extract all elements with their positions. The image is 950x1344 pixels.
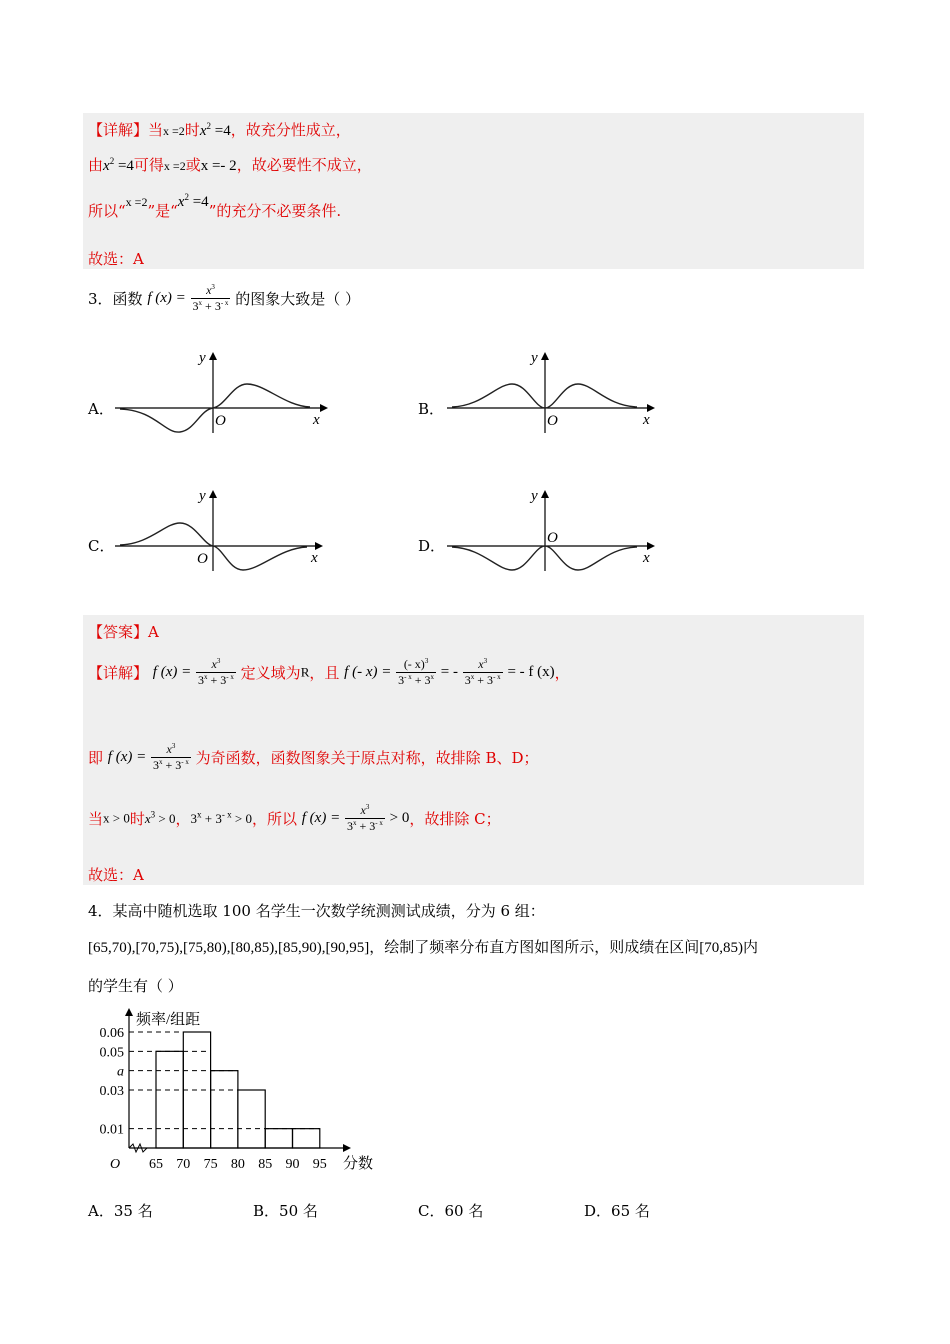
- x-axis-label: x: [313, 412, 320, 428]
- q3-option-b-label[interactable]: B．: [418, 400, 445, 418]
- q3-option-c-graph[interactable]: [115, 486, 330, 571]
- hist-x-tick-label: 75: [203, 1157, 218, 1172]
- q3-detail-line1: 【详解】 f (x) = $\frac{x^3}{3^x + 3^{- x}}$ 定义域为R，且 f (- x) = $\frac{(- x)^3}{3^{- x} + 3^x}$ = - $\frac{x^3}{3^x + 3^{- x}}$ = - f (x)，: [88, 657, 570, 687]
- hist-x-arrow: [343, 1144, 351, 1152]
- q2-solution-line2: 由$x^2 =4$可得x =2或x =- 2，故必要性不成立，: [88, 156, 372, 174]
- hist-xlabel: 分数: [343, 1156, 374, 1172]
- hist-bar: [265, 1129, 292, 1148]
- hist-y-tick-label: 0.01: [99, 1122, 124, 1138]
- hist-x-tick-label: 90: [285, 1157, 300, 1172]
- y-axis-label: y: [199, 350, 206, 366]
- q3-detail-line3: 当x > 0时$x^3 > 0$，$3^x + 3^{- x} > 0$，所以 f (x) = $\frac{x^3}{3^x + 3^{- x}}$ > 0，故排除 C；: [88, 803, 501, 833]
- hist-y-tick-label: 0.05: [99, 1045, 124, 1061]
- q3-fraction: $\frac{x^3}{3^x + 3^{- x}}$: [192, 283, 229, 313]
- origin-label: O: [197, 551, 208, 567]
- y-axis-label: y: [531, 350, 538, 366]
- hist-y-arrow: [125, 1008, 133, 1016]
- q3-option-a-graph[interactable]: [115, 348, 330, 433]
- x-axis-label: x: [643, 550, 650, 566]
- hist-x-tick-label: 65: [149, 1157, 163, 1172]
- detail-label: 【详解】: [88, 121, 149, 139]
- q3-choice: 故选：A: [88, 866, 144, 884]
- hist-bar: [293, 1129, 320, 1148]
- q3-option-d-graph[interactable]: [447, 486, 662, 571]
- hist-bar: [156, 1051, 183, 1148]
- q4-stem-line1: 4．某高中随机选取 100 名学生一次数学统测测试成绩，分为 6 组：: [88, 902, 545, 920]
- hist-y-tick-label: a: [117, 1064, 124, 1080]
- hist-origin: O: [110, 1157, 121, 1172]
- q3-option-b-graph[interactable]: [447, 348, 662, 433]
- hist-ylabel: 频率/组距: [136, 1012, 201, 1028]
- q4-stem-line3: 的学生有（ ）: [88, 977, 183, 995]
- q3-option-d-label[interactable]: D．: [418, 537, 446, 555]
- q3-option-c-label[interactable]: C．: [88, 537, 115, 555]
- y-axis-label: y: [199, 488, 206, 504]
- hist-y-tick-label: 0.06: [99, 1026, 124, 1041]
- q4-stem-line2: [65,70),[70,75),[75,80),[80,85),[85,90),[90,95]，绘制了频率分布直方图如图所示，则成绩在区间[70,85)内: [88, 938, 758, 956]
- x-axis-label: x: [311, 550, 318, 566]
- origin-label: O: [547, 530, 558, 546]
- q4-option-a[interactable]: A．35 名: [88, 1202, 153, 1220]
- hist-bar: [211, 1071, 238, 1148]
- q3-detail-line2: 即 f (x) = $\frac{x^3}{3^x + 3^{- x}}$ 为奇函数，函数图象关于原点对称，故排除 B、D；: [88, 742, 539, 772]
- q3-stem: 3．函数 f (x) = $\frac{x^3}{3^x + 3^{- x}}$ 的图象大致是（ ）: [88, 283, 360, 313]
- q4-option-b[interactable]: B．50 名: [253, 1202, 318, 1220]
- x-axis-label: x: [643, 412, 650, 428]
- q3-option-a-label[interactable]: A．: [88, 400, 114, 418]
- q3-answer: 【答案】A: [88, 623, 159, 641]
- q4-option-c[interactable]: C．60 名: [418, 1202, 484, 1220]
- q2-choice: 故选：A: [88, 250, 144, 268]
- hist-x-tick-label: 80: [230, 1157, 245, 1172]
- hist-x-tick-label: 70: [176, 1157, 191, 1172]
- q4-option-d[interactable]: D．65 名: [584, 1202, 650, 1220]
- q4-histogram: [88, 1006, 408, 1178]
- origin-label: O: [215, 413, 226, 429]
- hist-y-tick-label: 0.03: [99, 1084, 124, 1099]
- y-axis-label: y: [531, 488, 538, 504]
- hist-bar: [238, 1090, 265, 1148]
- hist-x-tick-label: 85: [258, 1157, 273, 1172]
- origin-label: O: [547, 413, 558, 429]
- q2-solution-line3: 所以“$^{x =2}$”是“$x^2 =4$”的充分不必要条件.: [88, 192, 342, 220]
- q2-solution-line1: 【详解】当x =2时$x^2 =4$，故充分性成立，: [88, 121, 351, 139]
- hist-x-tick-label: 95: [312, 1157, 327, 1172]
